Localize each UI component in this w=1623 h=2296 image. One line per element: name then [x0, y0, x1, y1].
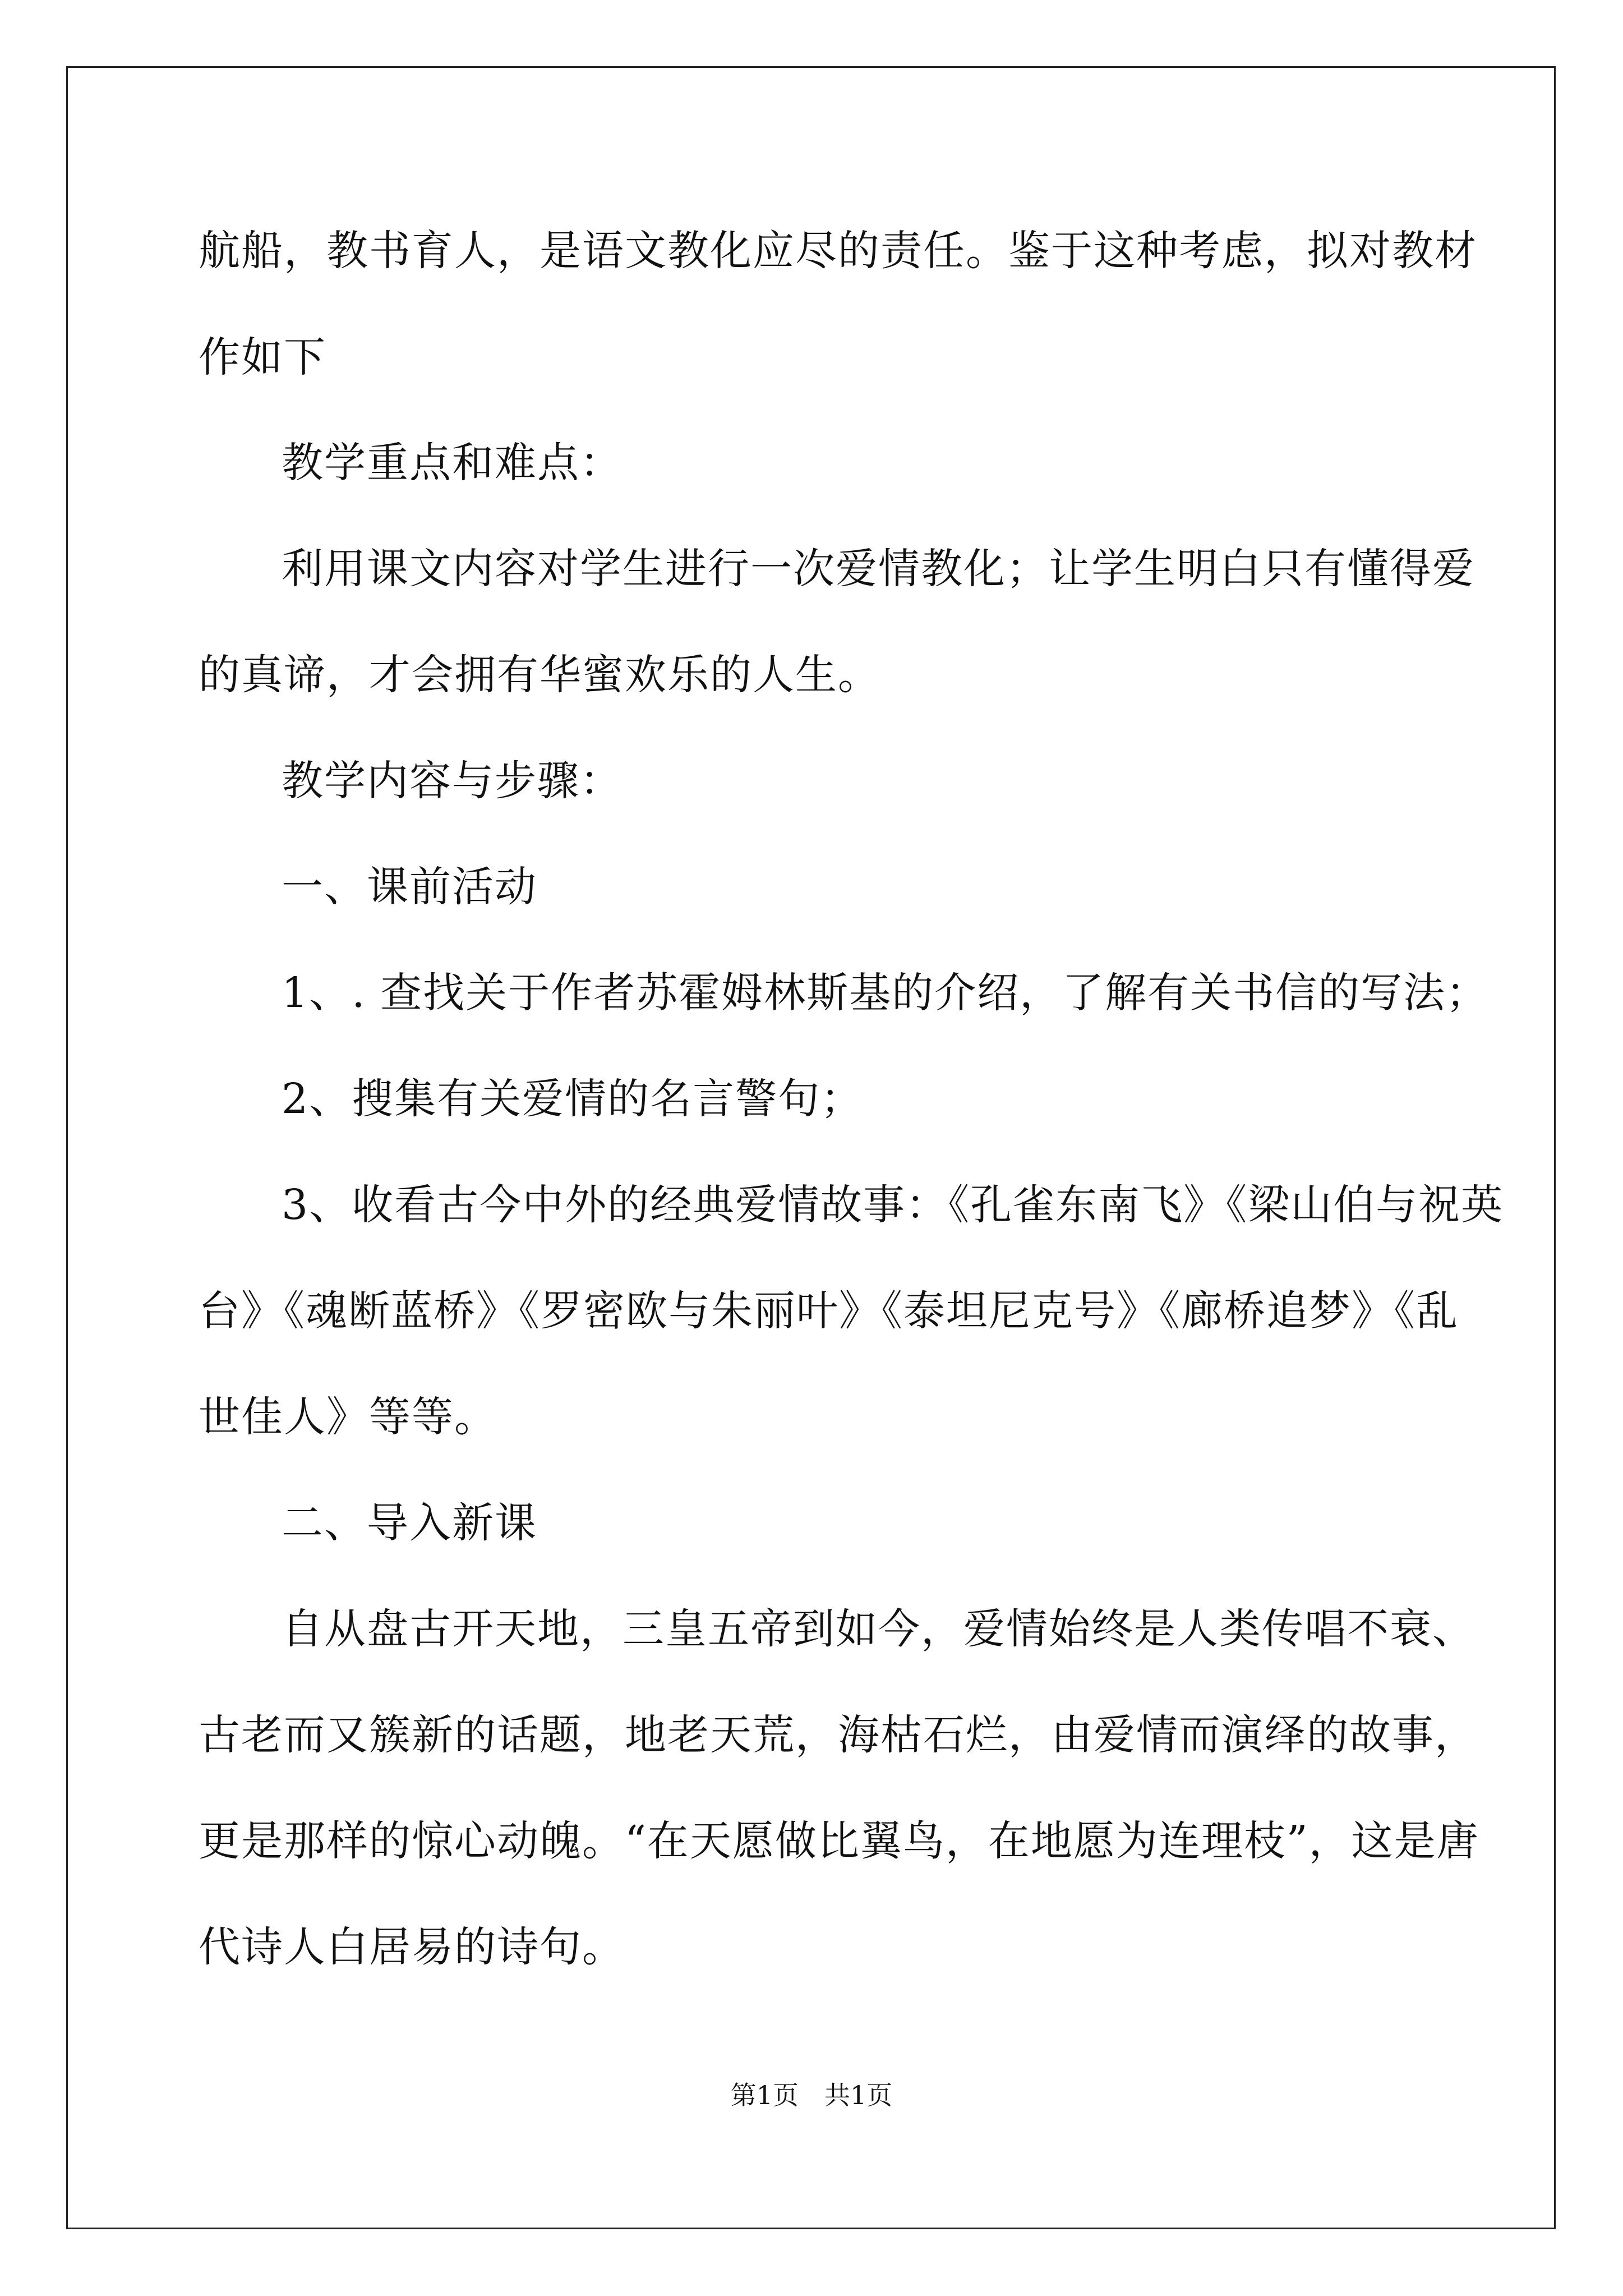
- text-line-14: 自从盘古开天地，三皇五帝到如今，爱情始终是人类传唱不衰、: [282, 1605, 1475, 1653]
- text-line-2: 作如下: [199, 333, 326, 381]
- text-line-4: 利用课文内容对学生进行一次爱情教化；让学生明白只有懂得爱: [282, 545, 1475, 593]
- text-line-15: 古老而又簇新的话题，地老天荒，海枯石烂，由爱情而演绎的故事，: [199, 1711, 1477, 1759]
- section-heading-intro: 二、导入新课: [282, 1499, 537, 1547]
- page-number-total: 共1页: [824, 2080, 893, 2110]
- text-line-17: 代诗人白居易的诗句。: [199, 1923, 625, 1971]
- list-item-3-cont-1: 台》《魂断蓝桥》《罗密欧与朱丽叶》《泰坦尼克号》《廊桥追梦》《乱: [199, 1287, 1459, 1335]
- section-heading-pre-class: 一、课前活动: [282, 863, 537, 911]
- list-item-2: 2、搜集有关爱情的名言警句；: [282, 1075, 864, 1123]
- list-item-1: 1、. 查找关于作者苏霍姆林斯基的介绍，了解有关书信的写法；: [282, 969, 1489, 1017]
- page-number-current: 第1页: [730, 2080, 799, 2110]
- text-line-16: 更是那样的惊心动魄。“在天愿做比翼鸟，在地愿为连理枝”，这是唐: [199, 1817, 1479, 1865]
- section-heading-steps: 教学内容与步骤：: [282, 757, 623, 805]
- list-item-3: 3、收看古今中外的经典爱情故事：《孔雀东南飞》《梁山伯与祝英: [282, 1181, 1504, 1229]
- list-item-3-cont-2: 世佳人》等等。: [199, 1393, 497, 1441]
- text-line-5: 的真谛，才会拥有华蜜欢乐的人生。: [199, 651, 880, 699]
- page-footer: [0, 2078, 1623, 2112]
- section-heading-focus: 教学重点和难点：: [282, 439, 623, 487]
- page-border: [66, 66, 1556, 2229]
- text-line-1: 航船，教书育人，是语文教化应尽的责任。鉴于这种考虑，拟对教材: [199, 227, 1477, 275]
